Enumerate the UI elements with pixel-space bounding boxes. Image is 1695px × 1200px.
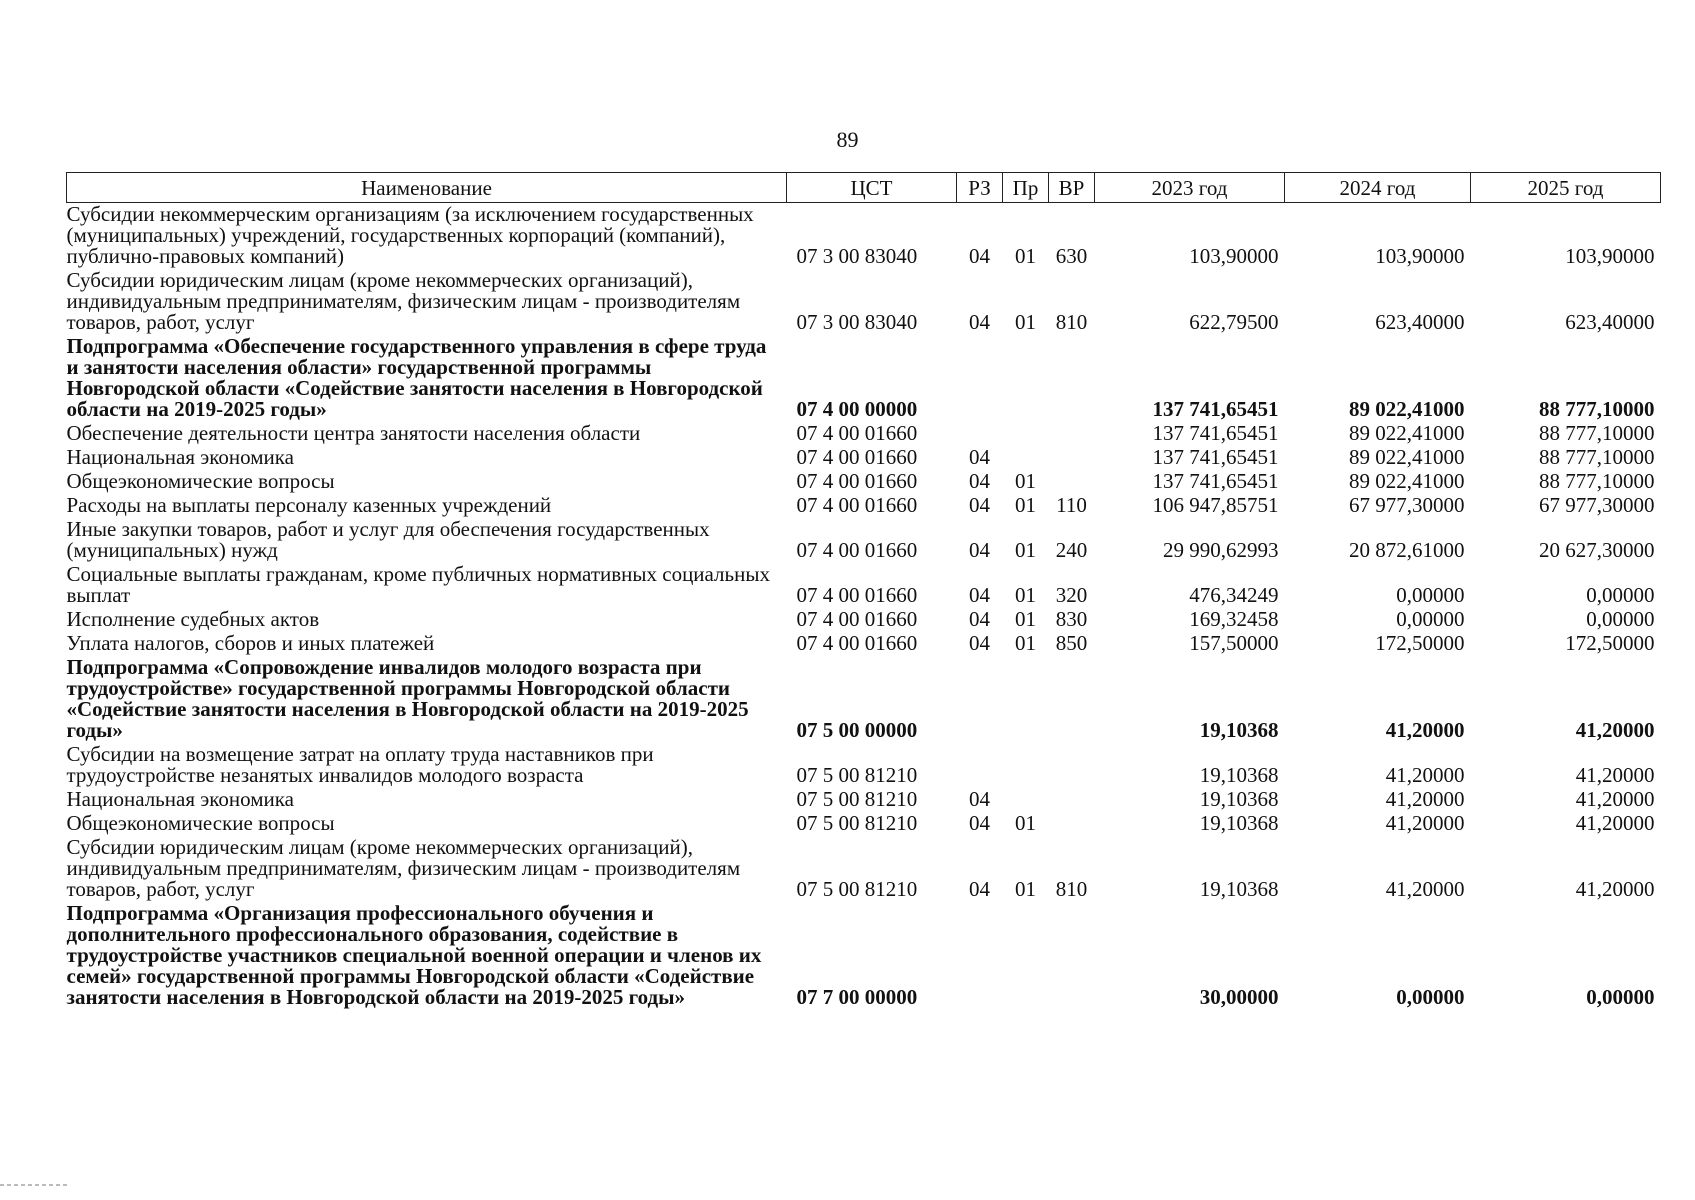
row-name: Субсидии некоммерческим организациям (за исключением государственных (муниципальных) учреждений, государственных корпораций (компаний), публично-правовых компаний) [66, 202, 754, 268]
row-pr: 01 [1015, 607, 1036, 631]
table-header-row [67, 173, 1661, 203]
row-code: 07 4 00 01660 [796, 583, 918, 607]
table-row [67, 656, 1661, 743]
row-value-2024: 41,20000 [1385, 877, 1465, 901]
row-rz: 04 [969, 493, 990, 517]
row-value-2025: 0,00000 [1586, 985, 1655, 1009]
row-value-2023: 19,10368 [1199, 787, 1279, 811]
row-value-2023: 622,79500 [1189, 310, 1279, 334]
row-rz [957, 902, 1003, 1010]
row-value-2025: 88 777,10000 [1539, 469, 1655, 493]
row-pr: 01 [1015, 538, 1036, 562]
row-name: Подпрограмма «Обеспечение государственного управления в сфере труда и занятости населения области» государственной программы Новгородской области «Содействие занятости населения в Новгородской области на 2019-2025 годы» [66, 334, 767, 421]
row-value-2025: 41,20000 [1575, 718, 1655, 742]
table-body [67, 203, 1661, 1011]
row-vr [1049, 656, 1095, 743]
row-vr [1049, 422, 1095, 446]
row-value-2024: 623,40000 [1375, 310, 1465, 334]
row-value-2025: 41,20000 [1575, 787, 1655, 811]
row-code: 07 3 00 83040 [796, 310, 918, 334]
header-pr: Пр [1003, 173, 1049, 203]
row-rz: 04 [969, 811, 990, 835]
row-pr: 01 [1015, 811, 1036, 835]
row-pr: 01 [1015, 631, 1036, 655]
header-name: Наименование [67, 173, 787, 203]
row-vr [1049, 743, 1095, 788]
row-pr: 01 [1015, 493, 1036, 517]
row-pr [1003, 335, 1049, 422]
row-pr: 01 [1015, 310, 1036, 334]
table-row [67, 470, 1661, 494]
table-row [67, 335, 1661, 422]
row-vr: 110 [1056, 493, 1087, 517]
row-rz: 04 [969, 469, 990, 493]
row-rz: 04 [969, 877, 990, 901]
header-vr: ВР [1049, 173, 1095, 203]
row-value-2024: 67 977,30000 [1349, 493, 1465, 517]
row-vr: 830 [1055, 607, 1088, 631]
row-code: 07 4 00 01660 [796, 607, 918, 631]
row-value-2025: 0,00000 [1586, 583, 1655, 607]
row-value-2023: 137 741,65451 [1152, 445, 1279, 469]
row-code: 07 4 00 01660 [796, 538, 918, 562]
table-row [67, 743, 1661, 788]
row-value-2025: 88 777,10000 [1539, 445, 1655, 469]
row-vr: 810 [1055, 877, 1088, 901]
row-vr [1049, 446, 1095, 470]
row-pr [1003, 422, 1049, 446]
row-rz: 04 [969, 244, 990, 268]
header-year-2024: 2024 год [1285, 173, 1471, 203]
row-vr: 630 [1055, 244, 1088, 268]
row-pr [1003, 656, 1049, 743]
row-value-2025: 41,20000 [1575, 877, 1655, 901]
row-value-2025: 88 777,10000 [1539, 397, 1655, 421]
row-name: Подпрограмма «Организация профессионального обучения и дополнительного профессионального образования, содействие в трудоустройстве участников специальной военной операции и членов их семей» государственной программы Новгородской области «Содействие занятости населения в Новгородской области на 2019-2025 годы» [66, 901, 762, 1009]
header-code: ЦСТ [787, 173, 957, 203]
row-value-2025: 623,40000 [1565, 310, 1655, 334]
row-value-2023: 137 741,65451 [1152, 397, 1279, 421]
row-name: Иные закупки товаров, работ и услуг для обеспечения государственных (муниципальных) нужд [66, 517, 710, 562]
table-row [67, 422, 1661, 446]
row-value-2023: 30,00000 [1199, 985, 1279, 1009]
row-vr [1049, 812, 1095, 836]
row-name: Общеэкономические вопросы [66, 469, 335, 493]
scan-mark [0, 1184, 70, 1186]
row-value-2025: 88 777,10000 [1539, 421, 1655, 445]
row-name: Национальная экономика [66, 787, 294, 811]
row-value-2024: 89 022,41000 [1349, 469, 1465, 493]
row-rz: 04 [969, 310, 990, 334]
row-value-2023: 19,10368 [1199, 877, 1279, 901]
row-vr: 320 [1055, 583, 1088, 607]
table-row [67, 269, 1661, 335]
row-rz [957, 656, 1003, 743]
row-value-2024: 41,20000 [1385, 811, 1465, 835]
row-code: 07 5 00 81210 [796, 877, 918, 901]
row-pr: 01 [1015, 469, 1036, 493]
row-vr: 240 [1055, 538, 1088, 562]
table-row [67, 203, 1661, 270]
row-code: 07 4 00 01660 [796, 493, 918, 517]
table-row [67, 902, 1661, 1010]
row-name: Социальные выплаты гражданам, кроме публичных нормативных социальных выплат [66, 562, 770, 607]
row-code: 07 3 00 83040 [796, 244, 918, 268]
row-value-2023: 19,10368 [1199, 718, 1279, 742]
row-vr [1049, 902, 1095, 1010]
row-name: Субсидии юридическим лицам (кроме некоммерческих организаций), индивидуальным предпринимателям, физическим лицам - производителям товаров, работ, услуг [66, 268, 741, 334]
row-code: 07 4 00 01660 [796, 445, 918, 469]
row-rz: 04 [969, 631, 990, 655]
row-pr: 01 [1015, 877, 1036, 901]
row-pr [1003, 902, 1049, 1010]
row-rz: 04 [969, 538, 990, 562]
row-value-2023: 29 990,62993 [1163, 538, 1279, 562]
row-rz: 04 [969, 787, 990, 811]
table-row [67, 608, 1661, 632]
row-code: 07 5 00 81210 [796, 763, 918, 787]
row-code: 07 4 00 01660 [796, 421, 918, 445]
row-code: 07 5 00 00000 [796, 718, 918, 742]
row-code: 07 5 00 81210 [796, 787, 918, 811]
row-name: Национальная экономика [66, 445, 294, 469]
table-row [67, 836, 1661, 902]
row-vr: 850 [1055, 631, 1088, 655]
row-value-2023: 169,32458 [1189, 607, 1279, 631]
row-value-2023: 137 741,65451 [1152, 469, 1279, 493]
table-row [67, 812, 1661, 836]
row-value-2025: 0,00000 [1586, 607, 1655, 631]
row-rz: 04 [969, 583, 990, 607]
row-name: Уплата налогов, сборов и иных платежей [66, 631, 435, 655]
row-code: 07 4 00 01660 [796, 469, 918, 493]
row-value-2024: 41,20000 [1385, 787, 1465, 811]
row-vr: 810 [1055, 310, 1088, 334]
row-value-2024: 89 022,41000 [1349, 397, 1465, 421]
row-pr [1003, 788, 1049, 812]
row-value-2024: 103,90000 [1375, 244, 1465, 268]
row-value-2024: 20 872,61000 [1349, 538, 1465, 562]
row-value-2023: 19,10368 [1199, 763, 1279, 787]
row-vr [1049, 470, 1095, 494]
row-value-2025: 20 627,30000 [1539, 538, 1655, 562]
row-value-2024: 89 022,41000 [1349, 421, 1465, 445]
row-value-2023: 137 741,65451 [1152, 421, 1279, 445]
table-row [67, 632, 1661, 656]
budget-table [66, 172, 1661, 1010]
row-rz [957, 743, 1003, 788]
row-value-2023: 19,10368 [1199, 811, 1279, 835]
row-value-2024: 41,20000 [1385, 763, 1465, 787]
row-code: 07 5 00 81210 [796, 811, 918, 835]
row-pr [1003, 743, 1049, 788]
row-pr [1003, 446, 1049, 470]
row-value-2023: 476,34249 [1189, 583, 1279, 607]
row-value-2024: 0,00000 [1396, 607, 1465, 631]
row-code: 07 4 00 00000 [796, 397, 918, 421]
row-value-2025: 67 977,30000 [1539, 493, 1655, 517]
row-name: Общеэкономические вопросы [66, 811, 335, 835]
row-rz: 04 [969, 445, 990, 469]
table-row [67, 788, 1661, 812]
row-name: Исполнение судебных актов [66, 607, 320, 631]
row-value-2025: 41,20000 [1575, 763, 1655, 787]
row-value-2025: 103,90000 [1565, 244, 1655, 268]
row-value-2023: 157,50000 [1189, 631, 1279, 655]
row-value-2025: 172,50000 [1565, 631, 1655, 655]
page-number: 89 [836, 127, 859, 152]
row-rz: 04 [969, 607, 990, 631]
table-row [67, 494, 1661, 518]
row-value-2025: 41,20000 [1575, 811, 1655, 835]
row-name: Субсидии на возмещение затрат на оплату труда наставников при трудоустройстве незанятых инвалидов молодого возраста [66, 742, 654, 787]
row-value-2023: 106 947,85751 [1152, 493, 1279, 517]
row-value-2024: 41,20000 [1385, 718, 1465, 742]
row-name: Обеспечение деятельности центра занятости населения области [66, 421, 641, 445]
row-name: Расходы на выплаты персоналу казенных учреждений [66, 493, 552, 517]
row-code: 07 7 00 00000 [796, 985, 918, 1009]
table-row [67, 446, 1661, 470]
header-rz: РЗ [957, 173, 1003, 203]
row-value-2024: 0,00000 [1396, 583, 1465, 607]
row-rz [957, 335, 1003, 422]
header-year-2025: 2025 год [1471, 173, 1661, 203]
row-pr: 01 [1015, 244, 1036, 268]
row-rz [957, 422, 1003, 446]
row-name: Субсидии юридическим лицам (кроме некоммерческих организаций), индивидуальным предпринимателям, физическим лицам - производителям товаров, работ, услуг [66, 835, 741, 901]
row-name: Подпрограмма «Сопровождение инвалидов молодого возраста при трудоустройстве» государственной программы Новгородской области «Содействие занятости населения в Новгородской области на 2019-2025 годы» [66, 655, 749, 742]
table-row [67, 518, 1661, 563]
row-value-2023: 103,90000 [1189, 244, 1279, 268]
table-row [67, 563, 1661, 608]
row-code: 07 4 00 01660 [796, 631, 918, 655]
row-vr [1049, 335, 1095, 422]
row-value-2024: 89 022,41000 [1349, 445, 1465, 469]
row-value-2024: 0,00000 [1396, 985, 1465, 1009]
row-vr [1049, 788, 1095, 812]
header-year-2023: 2023 год [1095, 173, 1285, 203]
row-pr: 01 [1015, 583, 1036, 607]
row-value-2024: 172,50000 [1375, 631, 1465, 655]
